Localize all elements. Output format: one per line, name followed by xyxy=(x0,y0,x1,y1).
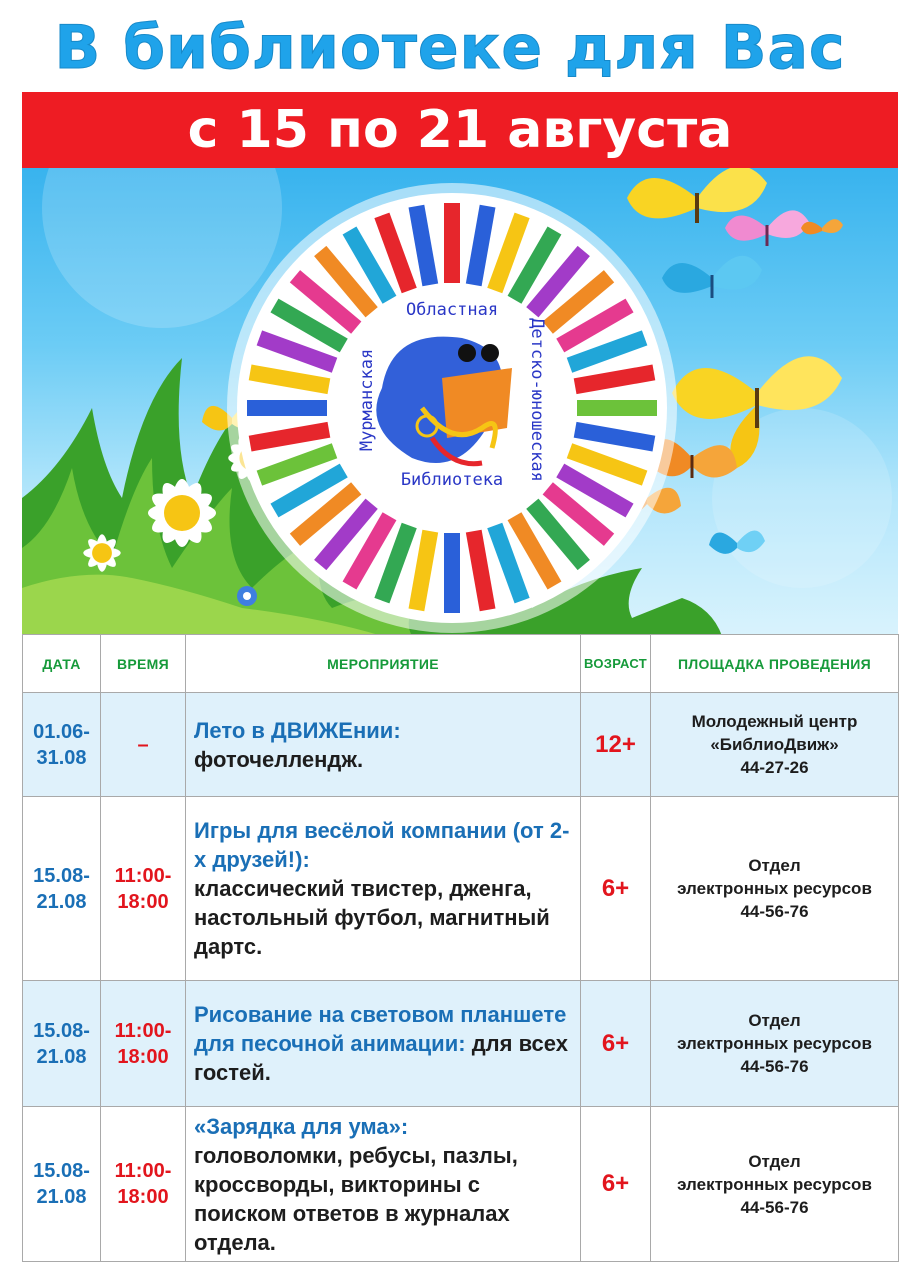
time-start: – xyxy=(137,733,149,756)
place-line-2: электронных ресурсов xyxy=(677,1034,872,1053)
header-date: ДАТА xyxy=(23,635,101,693)
logo-left-label: Мурманская xyxy=(357,348,377,452)
event-description: для всех гостей. xyxy=(194,1031,568,1085)
hero-illustration xyxy=(22,168,898,636)
table-row xyxy=(23,797,899,981)
place-cell xyxy=(651,981,899,1107)
event-description: фоточеллендж. xyxy=(194,746,364,772)
place-line-1: Отдел xyxy=(748,1011,801,1030)
logo-right-label: Детско-юношеская xyxy=(527,318,547,482)
event-title: Лето в ДВИЖЕнии: xyxy=(194,717,401,743)
date-end: 21.08 xyxy=(36,1045,87,1068)
event-title: «Зарядка для ума»: xyxy=(194,1113,409,1139)
date-start: 15.08- xyxy=(33,1019,90,1042)
place-line-3: 44-56-76 xyxy=(740,902,809,921)
place-line-1: Отдел xyxy=(748,1151,801,1171)
date-end: 31.08 xyxy=(36,746,87,769)
place-cell xyxy=(651,797,899,981)
logo-bottom-label: Библиотека xyxy=(400,470,504,490)
time-start: 11:00- xyxy=(114,864,172,887)
time-end: 18:00 xyxy=(117,1186,169,1208)
table-row xyxy=(23,981,899,1107)
event-cell xyxy=(186,797,581,981)
event-cell xyxy=(186,693,581,797)
place-line-1: Молодежный центр xyxy=(691,712,858,731)
book-wreath-icon xyxy=(227,183,677,633)
date-cell xyxy=(23,1107,101,1262)
date-cell xyxy=(23,797,101,981)
table-row xyxy=(23,693,899,797)
event-description: головоломки, ребусы, пазлы, кроссворды, викторины с поиском ответов в журналах отдела. xyxy=(194,1142,518,1255)
logo-top-label: Областная xyxy=(405,300,499,320)
time-cell xyxy=(101,797,186,981)
date-end: 21.08 xyxy=(36,890,87,913)
place-cell xyxy=(651,1107,899,1262)
place-line-3: 44-27-26 xyxy=(740,758,809,777)
place-line-3: 44-56-76 xyxy=(740,1197,809,1217)
header-place: ПЛОЩАДКА ПРОВЕДЕНИЯ xyxy=(651,635,899,693)
hero-scene xyxy=(22,168,898,636)
date-cell xyxy=(23,981,101,1107)
page-title: В библиотеке для Вас xyxy=(54,13,846,83)
age-cell: 6+ xyxy=(581,981,651,1107)
date-cell xyxy=(23,693,101,797)
event-title: Рисование на световом планшете для песочной анимации: xyxy=(194,1002,567,1056)
time-cell xyxy=(101,693,186,797)
event-cell xyxy=(186,981,581,1107)
event-cell xyxy=(186,1107,581,1262)
table-header-row xyxy=(23,635,899,693)
event-description: классический твистер, дженга, настольный футбол, магнитный дартс. xyxy=(194,876,550,959)
time-cell xyxy=(101,981,186,1107)
header-event: МЕРОПРИЯТИЕ xyxy=(186,635,581,693)
header-time: ВРЕМЯ xyxy=(101,635,186,693)
event-title: Игры для весёлой компании (от 2-х друзей!): xyxy=(194,818,570,872)
events-table xyxy=(22,634,899,1262)
place-line-2: «БиблиоДвиж» xyxy=(710,735,839,754)
age-cell: 12+ xyxy=(581,693,651,797)
time-cell xyxy=(101,1107,186,1262)
header-age: ВОЗРАСТ xyxy=(581,635,651,693)
time-start: 11:00- xyxy=(114,1160,172,1182)
place-cell xyxy=(651,693,899,797)
place-line-1: Отдел xyxy=(748,856,801,875)
table-row xyxy=(23,1107,899,1262)
date-range-banner: с 15 по 21 августа xyxy=(22,92,898,168)
place-line-2: электронных ресурсов xyxy=(677,879,872,898)
age-cell: 6+ xyxy=(581,1107,651,1262)
place-line-3: 44-56-76 xyxy=(740,1057,809,1076)
date-start: 15.08- xyxy=(33,1160,90,1182)
date-start: 15.08- xyxy=(33,864,90,887)
age-cell: 6+ xyxy=(581,797,651,981)
time-end: 18:00 xyxy=(117,890,169,913)
place-line-2: электронных ресурсов xyxy=(677,1174,872,1194)
time-end: 18:00 xyxy=(117,1045,169,1068)
sun-glow-icon xyxy=(42,168,282,328)
date-end: 21.08 xyxy=(36,1186,87,1208)
time-start: 11:00- xyxy=(114,1019,172,1042)
date-start: 01.06- xyxy=(33,720,90,743)
